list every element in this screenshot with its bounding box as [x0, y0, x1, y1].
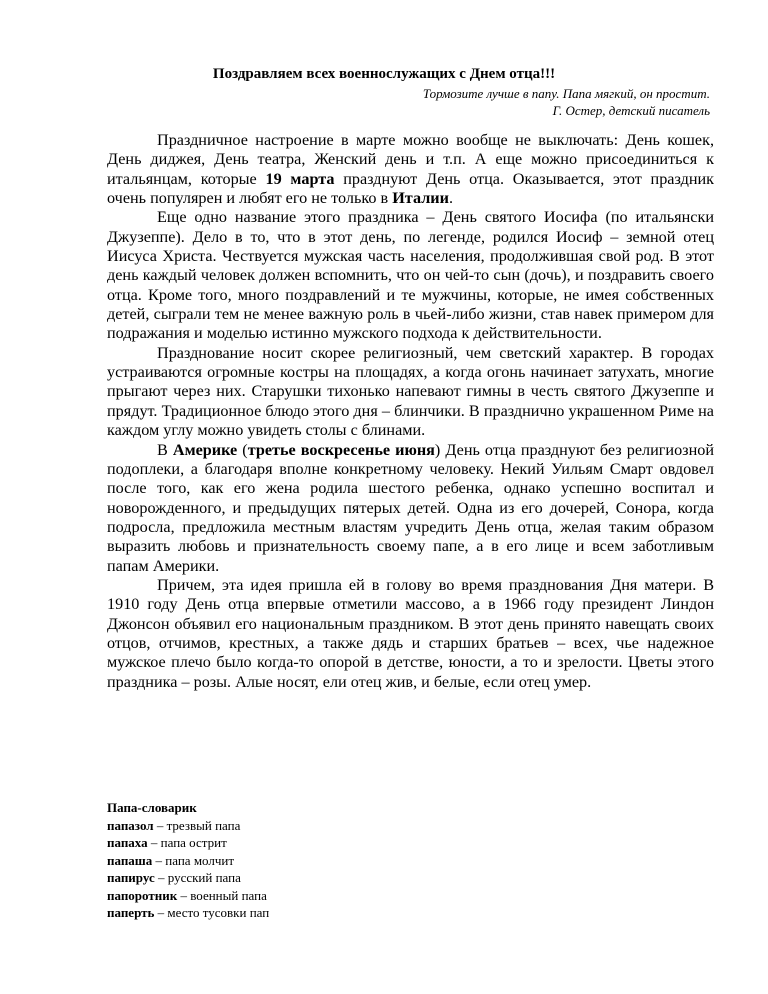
dictionary-definition: – папа молчит: [152, 852, 235, 868]
paragraph: [107, 441, 714, 576]
paragraph-text: Еще одно название этого праздника – День святого Иосифа (по итальянски Джузеппе). Дело в то, что в этот день, по легенде, родился Иосиф – земной отец Иисуса Христа. Чествуется мужская часть населения, продолжившая свой род. В этот день каждый человек должен вспомнить, что он чей-то сын (дочь), и поздравить своего отца. Кроме того, много поздравлений и те мужчины, которые, не имея собственных детей, сыграли тем не менее важную роль в чьей-либо жизни, став навек примером для подражания и моделью истинно мужского подхода к действительности.: [107, 208, 714, 343]
paragraph-bold-text: Америке: [172, 440, 238, 459]
dictionary-definition: – трезвый папа: [153, 817, 241, 833]
dictionary-entry: [107, 817, 507, 835]
paragraph-text: .: [448, 189, 453, 208]
epigraph-author: Г. Остер, детский писатель: [552, 102, 710, 118]
paragraph-text: Причем, эта идея пришла ей в голову во время празднования Дня матери. В 1910 году День отца впервые отметили массово, а в 1966 году президент Линдон Джонсон объявил его национальным праздником. В этот день принято навещать своих отцов, отчимов, крестных, а также дядь и старших братьев – всех, чье надежное мужское плечо было когда-то опорой в детстве, юности, а то и зрелости. Цветы этого праздника – розы. Алые носят, ели отец жив, и белые, если отец умер.: [107, 575, 714, 691]
paragraph-text: ) День отца празднуют без религиозной подоплеки, а благодаря вполне конкретному человеку. Некий Уильям Смарт овдовел после того, как его жена родила шестого ребенка, однако успешно воспитал и новорожденного, и предыдущих пятерых детей. Одна из его дочерей, Сонора, когда подросла, предложила местным властям учредить День отца, желая таким образом выразить любовь и признательность своему папе, а в его лице и всем заботливым папам Америки.: [107, 440, 714, 575]
dictionary-term: папаша: [107, 852, 153, 868]
paragraph-text: Празднование носит скорее религиозный, чем светский характер. В городах устраиваются огромные костры на площадях, а когда огонь начинает затухать, многие прыгают через них. Старушки тихонько напевают гимны в честь святого Джузеппе и прядут. Традиционное блюдо этого дня – блинчики. В празднично украшенном Риме на каждом углу можно увидеть столы с блинами.: [107, 343, 714, 440]
dictionary-heading: Папа-словарик: [107, 800, 197, 815]
dictionary-entry: [107, 834, 507, 852]
dictionary-entry: [107, 887, 507, 905]
dictionary-term: папазол: [107, 817, 154, 833]
dictionary-entry: [107, 852, 507, 870]
dictionary-entry: [107, 904, 507, 922]
paragraph: [107, 208, 714, 343]
dictionary-term: паперть: [107, 905, 155, 920]
article-body: [107, 131, 714, 692]
paragraph: [107, 344, 714, 441]
dictionary-definition: – место тусовки пап: [154, 905, 270, 920]
paragraph-text: Праздничное настроение в марте можно вообще не выключать: День кошек, День диджея, День театра, Женский день и т.п. А еще можно присоединиться к итальянцам, которые: [107, 131, 714, 188]
epigraph-quote: Тормозите лучше в папу. Папа мягкий, он простит.: [422, 86, 710, 101]
paragraph: [107, 131, 714, 208]
paragraph-text: (: [237, 440, 248, 459]
paragraph-text: В: [157, 440, 173, 459]
dictionary-term: папаха: [107, 835, 148, 850]
paragraph-text: празднуют День отца. Оказывается, этот праздник очень популярен и любят его не только в: [107, 169, 715, 208]
papa-dictionary: [107, 799, 507, 922]
dictionary-definition: – военный папа: [177, 887, 267, 903]
dictionary-entry: [107, 869, 507, 887]
dictionary-term: папирус: [107, 870, 155, 885]
paragraph-bold-text: третье воскресенье июня: [247, 440, 435, 459]
paragraph: [107, 576, 714, 692]
page-title: Поздравляем всех военнослужащих с Днем отца!!!: [212, 66, 556, 82]
paragraph-bold-text: Италии: [392, 189, 449, 208]
dictionary-term: папоротник: [107, 887, 178, 903]
dictionary-definition: – русский папа: [154, 870, 241, 885]
epigraph: [423, 86, 710, 119]
paragraph-bold-text: 19 марта: [265, 169, 335, 188]
dictionary-definition: – папа острит: [147, 835, 227, 850]
